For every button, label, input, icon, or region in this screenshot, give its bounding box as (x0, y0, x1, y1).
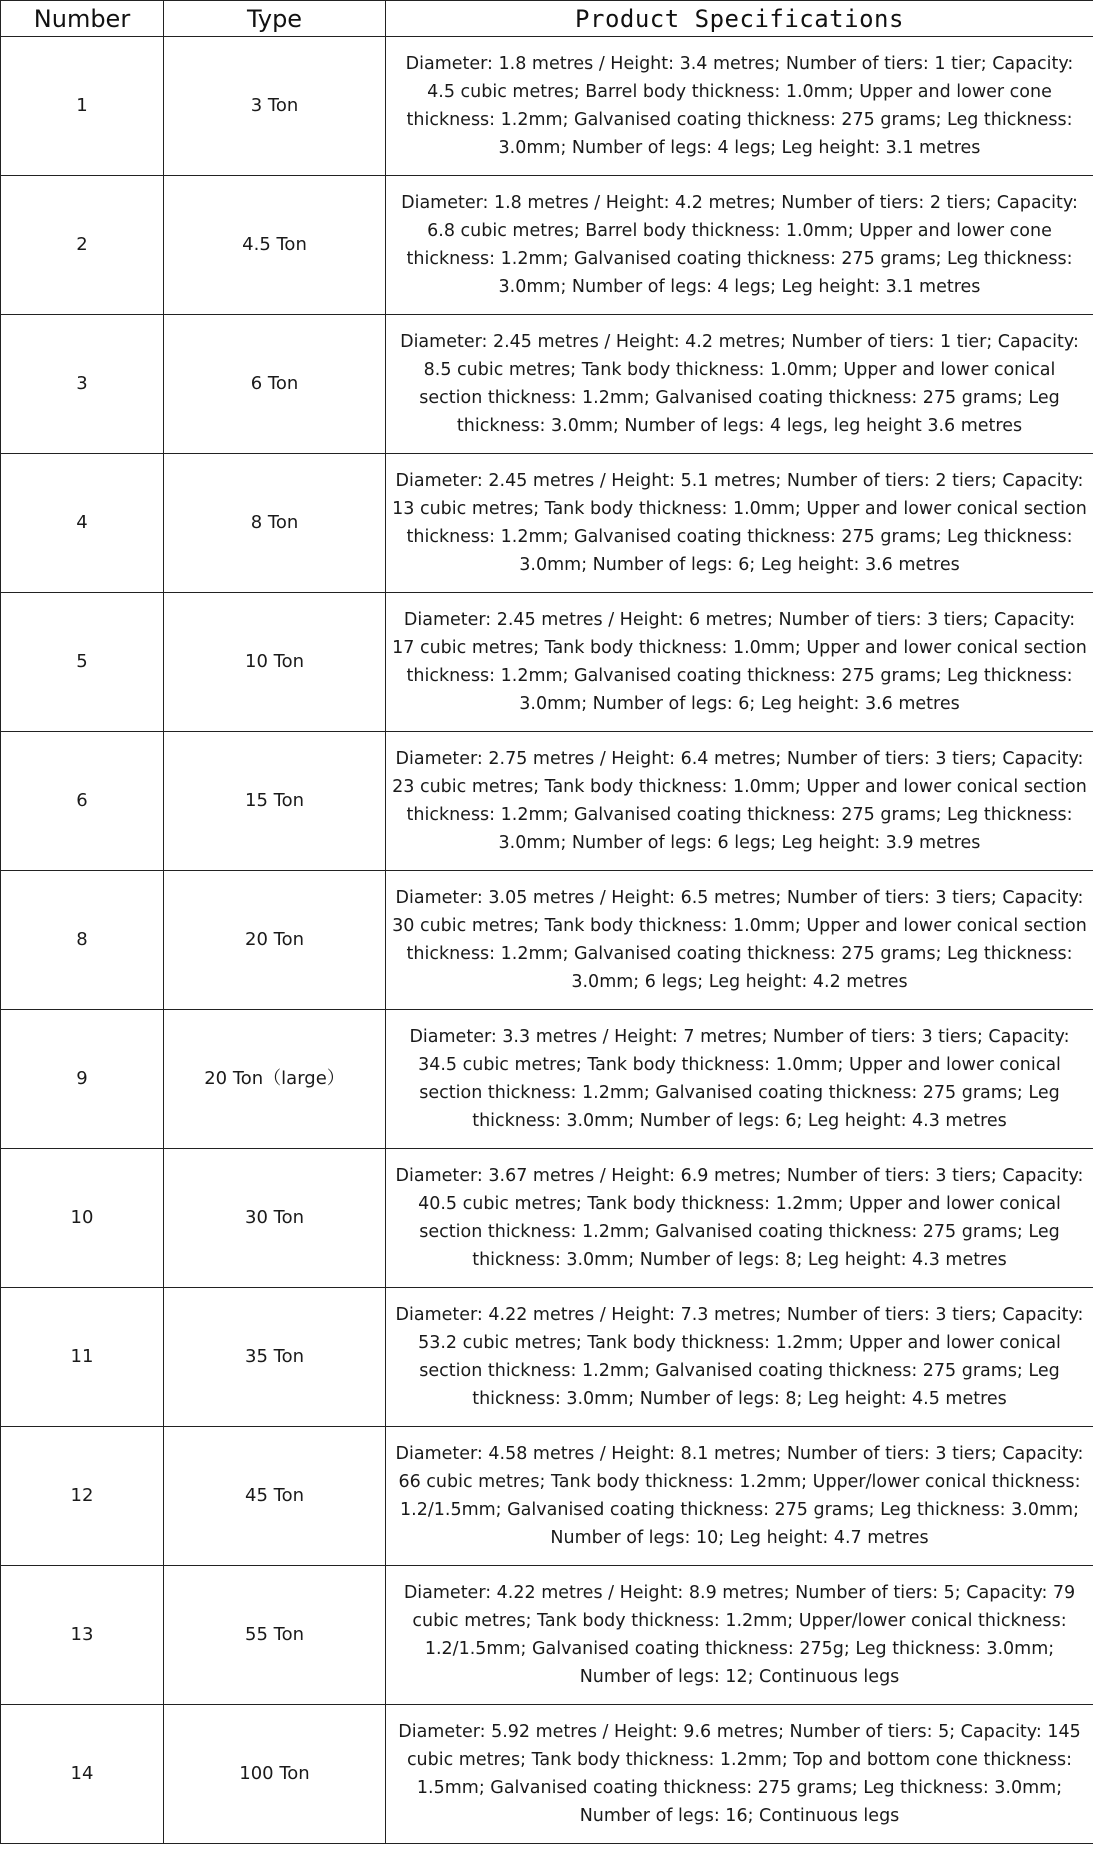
table-header (1, 1, 1093, 37)
cell-specifications: Diameter: 3.3 metres / Height: 7 metres; Number of tiers: 3 tiers; Capacity: 34.5 cubic metres; Tank body thickness: 1.0mm; Upper and lower conical section thickness: 1.2mm; Galvanised coating thickness: 275 grams; Leg thickness: 3.0mm; Number of legs: 6; Leg height: 4.3 metres (386, 1010, 1093, 1149)
cell-number: 14 (1, 1705, 164, 1844)
table-row (1, 1288, 1093, 1427)
table-row (1, 176, 1093, 315)
cell-number: 6 (1, 732, 164, 871)
cell-number: 5 (1, 593, 164, 732)
cell-specifications: Diameter: 1.8 metres / Height: 4.2 metres; Number of tiers: 2 tiers; Capacity: 6.8 cubic metres; Barrel body thickness: 1.0mm; Upper and lower cone thickness: 1.2mm; Galvanised coating thickness: 275 grams; Leg thickness: 3.0mm; Number of legs: 4 legs; Leg height: 3.1 metres (386, 176, 1093, 315)
cell-type: 10 Ton (164, 593, 386, 732)
cell-specifications: Diameter: 2.45 metres / Height: 6 metres; Number of tiers: 3 tiers; Capacity: 17 cubic metres; Tank body thickness: 1.0mm; Upper and lower conical section thickness: 1.2mm; Galvanised coating thickness: 275 grams; Leg thickness: 3.0mm; Number of legs: 6; Leg height: 3.6 metres (386, 593, 1093, 732)
table-row (1, 593, 1093, 732)
cell-number: 11 (1, 1288, 164, 1427)
header-row (1, 1, 1093, 37)
cell-type: 20 Ton (164, 871, 386, 1010)
cell-type: 4.5 Ton (164, 176, 386, 315)
cell-number: 1 (1, 37, 164, 176)
cell-number: 8 (1, 871, 164, 1010)
table-row (1, 1010, 1093, 1149)
table-row (1, 454, 1093, 593)
cell-number: 12 (1, 1427, 164, 1566)
cell-specifications: Diameter: 4.58 metres / Height: 8.1 metres; Number of tiers: 3 tiers; Capacity: 66 cubic metres; Tank body thickness: 1.2mm; Upper/lower conical thickness: 1.2/1.5mm; Galvanised coating thickness: 275 grams; Leg thickness: 3.0mm; Number of legs: 10; Leg height: 4.7 metres (386, 1427, 1093, 1566)
table-row (1, 732, 1093, 871)
table-row (1, 1427, 1093, 1566)
cell-type: 100 Ton (164, 1705, 386, 1844)
cell-number: 10 (1, 1149, 164, 1288)
cell-type: 8 Ton (164, 454, 386, 593)
cell-type: 55 Ton (164, 1566, 386, 1705)
table-row (1, 871, 1093, 1010)
column-header-type: Type (164, 1, 386, 37)
cell-type: 3 Ton (164, 37, 386, 176)
table-row (1, 1149, 1093, 1288)
cell-specifications: Diameter: 5.92 metres / Height: 9.6 metres; Number of tiers: 5; Capacity: 145 cubic metres; Tank body thickness: 1.2mm; Top and bottom cone thickness: 1.5mm; Galvanised coating thickness: 275 grams; Leg thickness: 3.0mm; Number of legs: 16; Continuous legs (386, 1705, 1093, 1844)
table-body (1, 37, 1093, 1844)
cell-specifications: Diameter: 4.22 metres / Height: 8.9 metres; Number of tiers: 5; Capacity: 79 cubic metres; Tank body thickness: 1.2mm; Upper/lower conical thickness: 1.2/1.5mm; Galvanised coating thickness: 275g; Leg thickness: 3.0mm; Number of legs: 12; Continuous legs (386, 1566, 1093, 1705)
column-header-number: Number (1, 1, 164, 37)
cell-specifications: Diameter: 2.45 metres / Height: 4.2 metres; Number of tiers: 1 tier; Capacity: 8.5 cubic metres; Tank body thickness: 1.0mm; Upper and lower conical section thickness: 1.2mm; Galvanised coating thickness: 275 grams; Leg thickness: 3.0mm; Number of legs: 4 legs, leg height 3.6 metres (386, 315, 1093, 454)
cell-specifications: Diameter: 2.45 metres / Height: 5.1 metres; Number of tiers: 2 tiers; Capacity: 13 cubic metres; Tank body thickness: 1.0mm; Upper and lower conical section thickness: 1.2mm; Galvanised coating thickness: 275 grams; Leg thickness: 3.0mm; Number of legs: 6; Leg height: 3.6 metres (386, 454, 1093, 593)
cell-specifications: Diameter: 1.8 metres / Height: 3.4 metres; Number of tiers: 1 tier; Capacity: 4.5 cubic metres; Barrel body thickness: 1.0mm; Upper and lower cone thickness: 1.2mm; Galvanised coating thickness: 275 grams; Leg thickness: 3.0mm; Number of legs: 4 legs; Leg height: 3.1 metres (386, 37, 1093, 176)
cell-specifications: Diameter: 3.67 metres / Height: 6.9 metres; Number of tiers: 3 tiers; Capacity: 40.5 cubic metres; Tank body thickness: 1.2mm; Upper and lower conical section thickness: 1.2mm; Galvanised coating thickness: 275 grams; Leg thickness: 3.0mm; Number of legs: 8; Leg height: 4.3 metres (386, 1149, 1093, 1288)
cell-type: 45 Ton (164, 1427, 386, 1566)
cell-type: 6 Ton (164, 315, 386, 454)
cell-type: 30 Ton (164, 1149, 386, 1288)
cell-number: 13 (1, 1566, 164, 1705)
table-row (1, 1705, 1093, 1844)
cell-type: 15 Ton (164, 732, 386, 871)
table-row (1, 315, 1093, 454)
cell-number: 3 (1, 315, 164, 454)
table-row (1, 1566, 1093, 1705)
cell-specifications: Diameter: 2.75 metres / Height: 6.4 metres; Number of tiers: 3 tiers; Capacity: 23 cubic metres; Tank body thickness: 1.0mm; Upper and lower conical section thickness: 1.2mm; Galvanised coating thickness: 275 grams; Leg thickness: 3.0mm; Number of legs: 6 legs; Leg height: 3.9 metres (386, 732, 1093, 871)
cell-specifications: Diameter: 3.05 metres / Height: 6.5 metres; Number of tiers: 3 tiers; Capacity: 30 cubic metres; Tank body thickness: 1.0mm; Upper and lower conical section thickness: 1.2mm; Galvanised coating thickness: 275 grams; Leg thickness: 3.0mm; 6 legs; Leg height: 4.2 metres (386, 871, 1093, 1010)
cell-number: 4 (1, 454, 164, 593)
cell-type: 20 Ton（large） (164, 1010, 386, 1149)
column-header-specifications: Product Specifications (386, 1, 1093, 37)
cell-number: 2 (1, 176, 164, 315)
cell-type: 35 Ton (164, 1288, 386, 1427)
table-row (1, 37, 1093, 176)
cell-specifications: Diameter: 4.22 metres / Height: 7.3 metres; Number of tiers: 3 tiers; Capacity: 53.2 cubic metres; Tank body thickness: 1.2mm; Upper and lower conical section thickness: 1.2mm; Galvanised coating thickness: 275 grams; Leg thickness: 3.0mm; Number of legs: 8; Leg height: 4.5 metres (386, 1288, 1093, 1427)
cell-number: 9 (1, 1010, 164, 1149)
